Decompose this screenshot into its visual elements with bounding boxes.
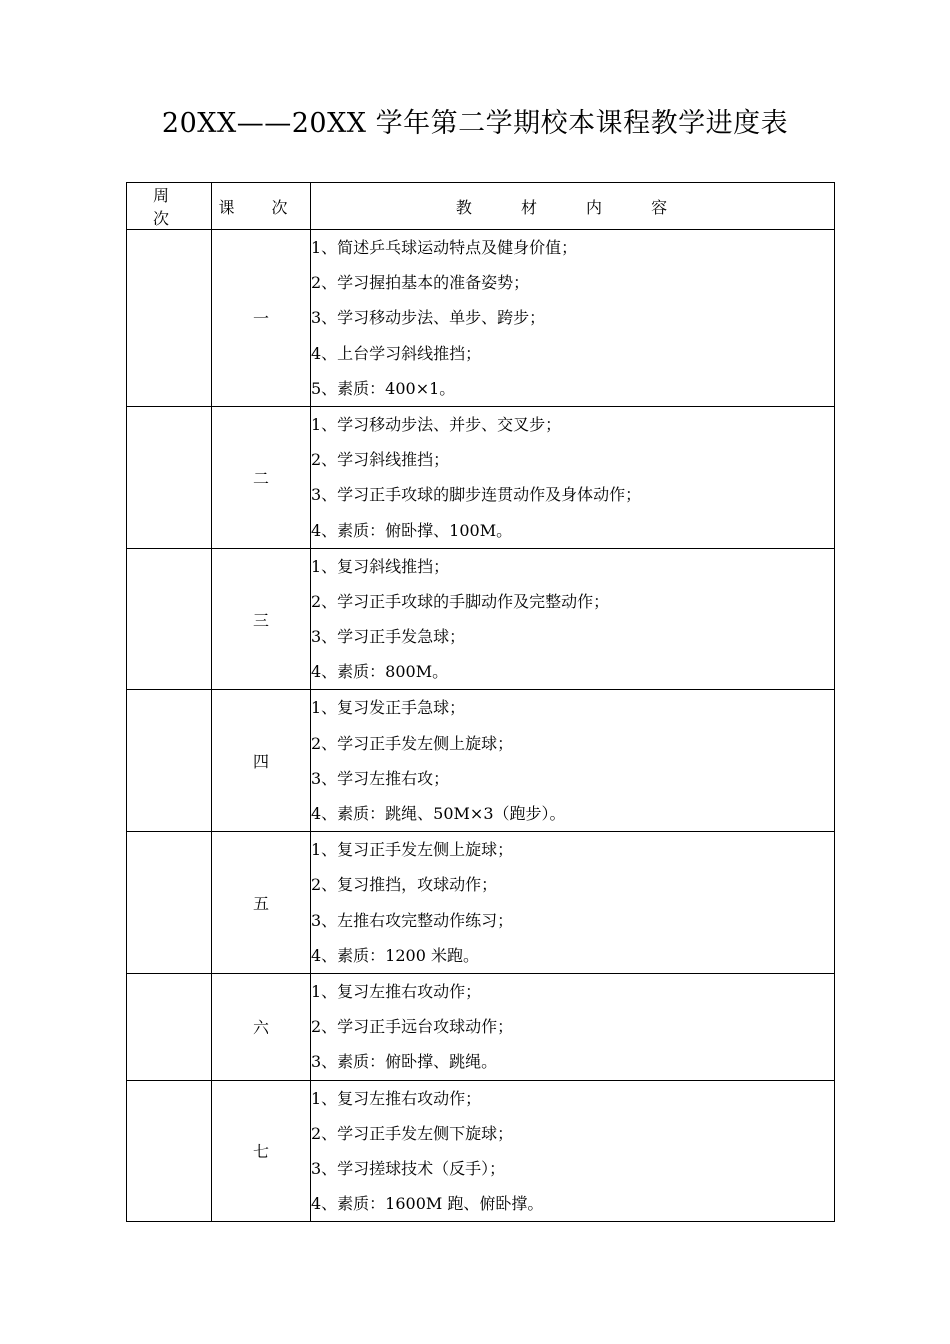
content-item: 1、复习左推右攻动作； <box>311 1088 482 1108</box>
table-row <box>127 406 835 548</box>
content-cell <box>311 548 835 690</box>
content-item: 1、简述乒乓球运动特点及健身价值； <box>311 238 578 257</box>
content-item: 1、学习移动步法、并步、交叉步； <box>311 414 562 434</box>
week-cell <box>127 690 212 832</box>
content-item: 4、素质：1200 米跑。 <box>311 945 479 965</box>
content-item: 2、学习正手发左侧上旋球； <box>311 733 514 753</box>
content-item: 2、复习推挡，攻球动作； <box>311 875 498 895</box>
week-cell <box>127 973 212 1080</box>
lesson-cell: 五 <box>212 832 311 974</box>
content-item: 3、左推右攻完整动作练习； <box>311 910 514 930</box>
lesson-cell: 四 <box>212 690 311 832</box>
content-item: 2、学习斜线推挡； <box>311 450 450 470</box>
content-item: 3、学习左推右攻； <box>311 768 450 788</box>
lesson-cell: 一 <box>212 230 311 407</box>
content-item: 3、学习正手发急球； <box>311 627 466 647</box>
content-item: 1、复习正手发左侧上旋球； <box>311 840 514 860</box>
content-item: 4、素质：跳绳、50M×3（跑步）。 <box>311 804 566 823</box>
week-cell <box>127 548 212 690</box>
table-row <box>127 548 835 690</box>
lesson-cell: 六 <box>212 973 311 1080</box>
content-cell <box>311 406 835 548</box>
content-item: 3、学习搓球技术（反手）； <box>311 1158 506 1178</box>
content-item: 3、素质：俯卧撑、跳绳。 <box>311 1052 498 1072</box>
content-item: 1、复习斜线推挡； <box>311 556 450 576</box>
content-item: 1、复习发正手急球； <box>311 698 466 718</box>
content-item: 3、学习移动步法、单步、跨步； <box>311 308 546 328</box>
content-item: 2、学习正手远台攻球动作； <box>311 1017 514 1037</box>
table-row <box>127 230 835 407</box>
content-item: 4、素质：俯卧撑、100M。 <box>311 520 513 540</box>
content-item: 2、学习握拍基本的准备姿势； <box>311 273 530 293</box>
content-cell <box>311 1080 835 1222</box>
week-cell <box>127 1080 212 1222</box>
header-row <box>127 183 835 230</box>
week-cell <box>127 406 212 548</box>
content-item: 2、学习正手攻球的手脚动作及完整动作； <box>311 591 610 611</box>
content-cell <box>311 973 835 1080</box>
page-title: 20XX——20XX 学年第二学期校本课程教学进度表 <box>161 108 789 139</box>
content-item: 4、上台学习斜线推挡； <box>311 343 482 363</box>
lesson-cell: 二 <box>212 406 311 548</box>
table-row <box>127 973 835 1080</box>
schedule-body <box>127 230 835 1222</box>
content-item: 2、学习正手发左侧下旋球； <box>311 1123 514 1143</box>
content-cell <box>311 690 835 832</box>
table-row <box>127 832 835 974</box>
lesson-cell: 七 <box>212 1080 311 1222</box>
content-item: 1、复习左推右攻动作； <box>311 981 482 1001</box>
week-cell <box>127 832 212 974</box>
week-cell <box>127 230 212 407</box>
schedule-table <box>126 182 835 1222</box>
content-header: 教 材 内 容 <box>311 183 835 230</box>
content-cell <box>311 832 835 974</box>
lesson-header: 课 次 <box>212 183 311 230</box>
week-header: 周 次 <box>127 183 212 230</box>
content-item: 3、学习正手攻球的脚步连贯动作及身体动作； <box>311 485 642 505</box>
content-item: 4、素质：1600M 跑、俯卧撑。 <box>311 1194 544 1214</box>
content-item: 4、素质：800M。 <box>311 662 449 682</box>
lesson-cell: 三 <box>212 548 311 690</box>
table-row <box>127 690 835 832</box>
content-cell <box>311 230 835 407</box>
content-item: 5、素质：400×1。 <box>311 378 456 398</box>
table-row <box>127 1080 835 1222</box>
